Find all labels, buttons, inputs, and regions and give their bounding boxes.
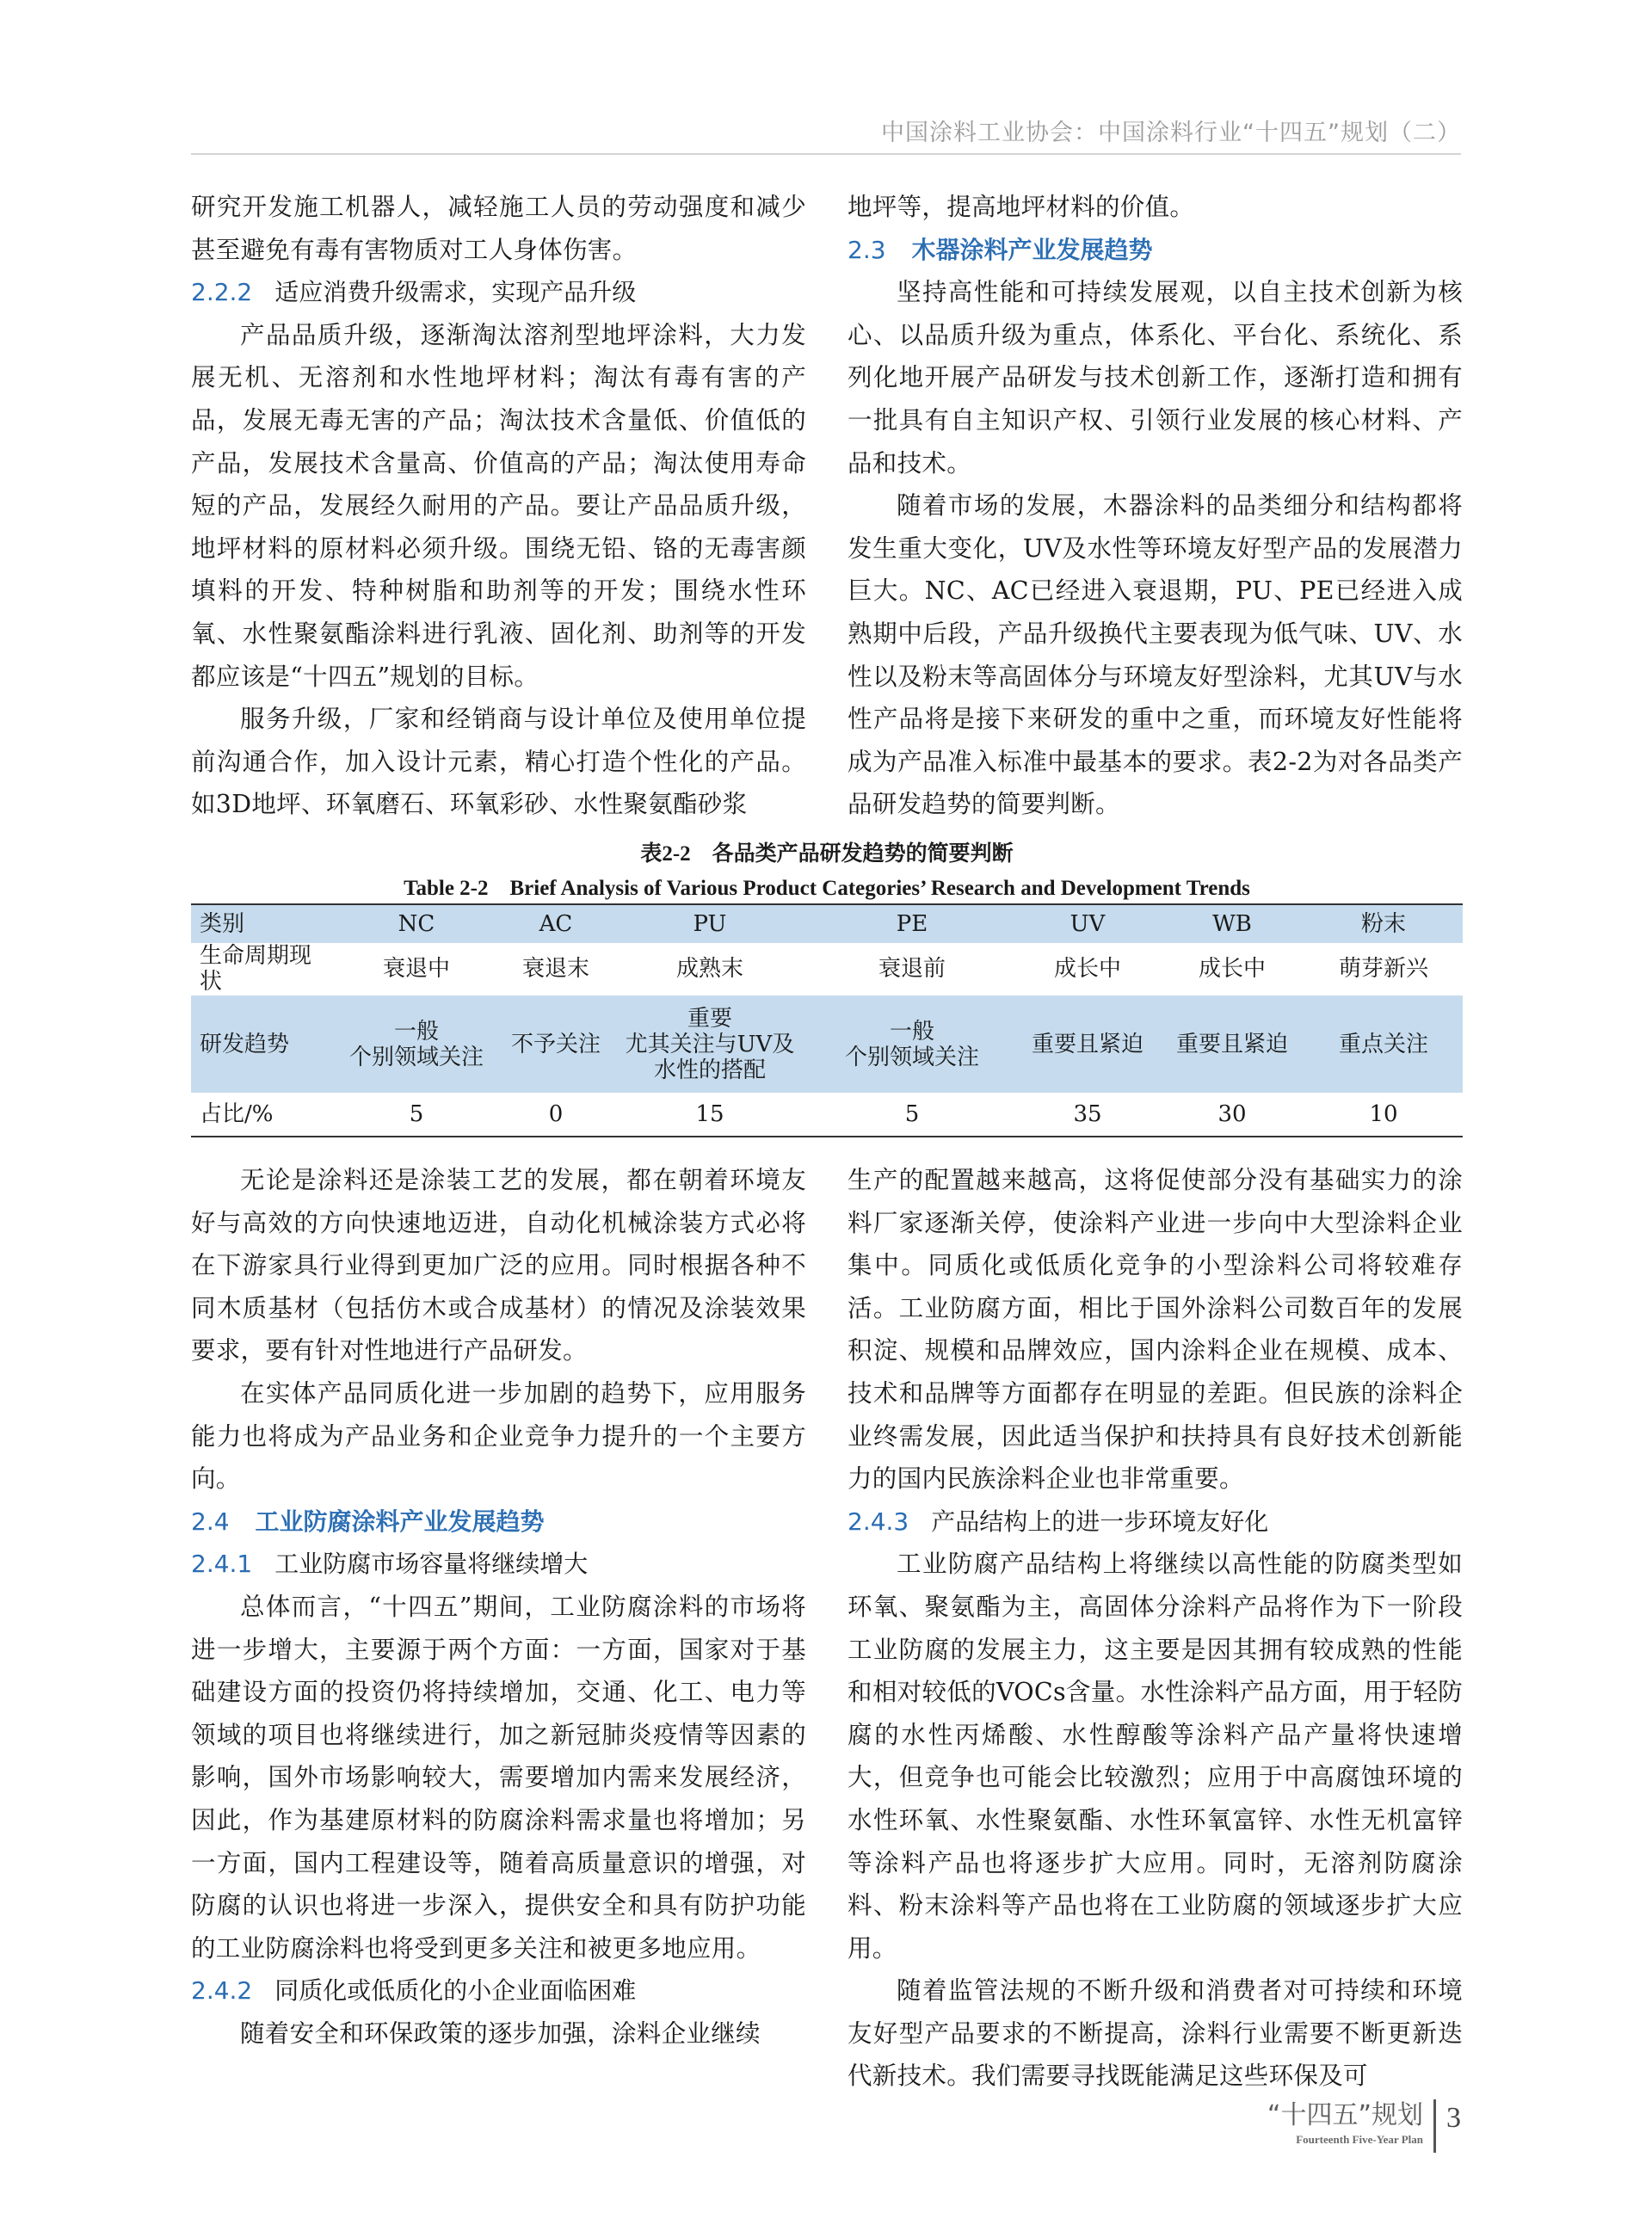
footer-title: [1267, 2099, 1423, 2148]
table-cell-line: 15: [695, 1101, 724, 1127]
table-row-lifecycle: [191, 943, 1463, 995]
table-header-cell: 类别: [191, 904, 332, 943]
table-cell-line: 30: [1217, 1101, 1247, 1127]
running-header-title: 中国涂料工业协会：中国涂料行业“十四五”规划（二）: [881, 120, 1461, 146]
table-cell-line: 10: [1369, 1101, 1398, 1127]
table-cell: [1160, 943, 1304, 995]
table-cell: [1015, 995, 1160, 1094]
table-cell-line: 不予关注: [510, 1031, 601, 1057]
body-paragraph: 产品品质升级，逐渐淘汰溶剂型地坪涂料，大力发展无机、无溶剂和水性地坪材料；淘汰有毒有害的产品，发展无毒无害的产品；淘汰技术含量低、价值低的产品，发展技术含量高、价值高的产品；淘汰使用寿命短的产品，发展经久耐用的产品。要让产品品质升级，地坪材料的原材料必须升级。围绕无铅、铬的无毒害颜填料的开发、特种树脂和助剂等的开发；围绕水性环氧、水性聚氨酯涂料进行乳液、固化剂、助剂等的开发都应该是“十四五”规划的目标。: [191, 320, 806, 691]
table-header-cell: UV: [1015, 904, 1160, 943]
section-heading: [191, 1543, 806, 1586]
body-paragraph: 随着安全和环保政策的逐步加强，涂料企业继续: [240, 2019, 761, 2048]
table-cell: [809, 1093, 1015, 1137]
table-cell: [501, 995, 611, 1094]
table-cell-line: 成长中: [1198, 956, 1266, 982]
table-header-cell: PE: [809, 904, 1015, 943]
table-cell: [611, 943, 809, 995]
table-header-cell: WB: [1160, 904, 1304, 943]
bottom-right-column: [848, 1159, 1463, 2098]
table-cell-line: 5: [904, 1101, 920, 1127]
body-paragraph: 生产的配置越来越高，这将促使部分没有基础实力的涂料厂家逐渐关停，使涂料产业进一步向中大型涂料企业集中。同质化或低质化竞争的小型涂料公司将较难存活。工业防腐方面，相比于国外涂料公司数百年的发展积淀、规模和品牌效应，国内涂料企业在规模、成本、技术和品牌等方面都存在明显的差距。但民族的涂料企业终需发展，因此适当保护和扶持具有良好技术创新能力的国内民族涂料企业也非常重要。: [848, 1166, 1463, 1494]
footer-divider: [1433, 2099, 1436, 2153]
table-cell-line: 一般: [889, 1018, 934, 1045]
product-trend-table: [191, 903, 1463, 1137]
table-cell-line: 衰退末: [521, 956, 589, 982]
table-cell: [332, 995, 501, 1094]
section-number: 2.4.2: [191, 1976, 253, 2006]
table-header-cell: AC: [501, 904, 611, 943]
section-heading: [848, 1501, 1463, 1544]
table-cell-line: 重要: [687, 1005, 732, 1032]
table-cell-line: 水性的搭配: [653, 1057, 766, 1083]
table-cell-line: 0: [548, 1101, 564, 1127]
section-title: 适应消费升级需求，实现产品升级: [274, 278, 637, 307]
section-heading: [191, 1501, 806, 1544]
section-number: 2.4.1: [191, 1550, 253, 1579]
top-left-column: [191, 186, 806, 826]
table-header-cell: 粉末: [1304, 904, 1463, 943]
table-cell-line: 5: [409, 1101, 424, 1127]
table-cell-line: 重要且紧迫: [1031, 1031, 1143, 1057]
table-row-rd-trend: [191, 995, 1463, 1094]
table-cell: [1160, 995, 1304, 1094]
table-cell-line: 衰退中: [382, 956, 450, 982]
table-cell: [1015, 943, 1160, 995]
table-header-cell: NC: [332, 904, 501, 943]
page-number: 3: [1446, 2102, 1461, 2134]
section-number: 2.2.2: [191, 278, 253, 307]
table-cell-line: 重点关注: [1338, 1031, 1428, 1057]
section-heading: [191, 1969, 806, 2012]
table-cell: [1160, 1093, 1304, 1137]
table-header-cell: PU: [611, 904, 809, 943]
section-heading: [191, 271, 806, 314]
table-row-label: 研发趋势: [191, 995, 332, 1094]
body-paragraph: 随着监管法规的不断升级和消费者对可持续和环境友好型产品要求的不断提高，涂料行业需要不断更新迭代新技术。我们需要寻找既能满足这些环保及可: [848, 1976, 1463, 2091]
table-cell-line: 尤其关注与UV及: [625, 1031, 795, 1057]
table-cell-line: 个别领域关注: [844, 1044, 979, 1070]
table-row-label: 生命周期现状: [191, 943, 332, 995]
body-paragraph: 地坪等，提高地坪材料的价值。: [848, 193, 1195, 221]
table-cell-line: 重要且紧迫: [1175, 1031, 1288, 1057]
body-paragraph: 随着市场的发展，木器涂料的品类细分和结构都将发生重大变化，UV及水性等环境友好型产品的发展潜力巨大。NC、AC已经进入衰退期，PU、PE已经进入成熟期中后段，产品升级换代主要表现为低气味、UV、水性以及粉末等高固体分与环境友好型涂料，尤其UV与水性产品将是接下来研发的重中之重，而环境友好性能将成为产品准入标准中最基本的要求。表2-2为对各品类产品研发趋势的简要判断。: [848, 491, 1463, 819]
table-cell: [1304, 995, 1463, 1094]
table-cell: [611, 1093, 809, 1137]
body-paragraph: 总体而言，“十四五”期间，工业防腐涂料的市场将进一步增大，主要源于两个方面：一方面，国家对于基础建设方面的投资仍将持续增加，交通、化工、电力等领域的项目也将继续进行，加之新冠肺炎疫情等因素的影响，国外市场影响较大，需要增加内需来发展经济，因此，作为基建原材料的防腐涂料需求量也将增加；另一方面，国内工程建设等，随着高质量意识的增强，对防腐的认识也将进一步深入，提供安全和具有防护功能的工业防腐涂料也将受到更多关注和被更多地应用。: [191, 1592, 806, 1963]
footer-title-cn: “十四五”规划: [1267, 2100, 1423, 2130]
body-paragraph: 研究开发施工机器人，减轻施工人员的劳动强度和减少甚至避免有毒有害物质对工人身体伤害。: [191, 193, 806, 264]
section-title: 木器涂料产业发展趋势: [911, 235, 1153, 264]
table-row-label: 占比/%: [200, 1101, 274, 1127]
table-cell-line: 衰退前: [878, 956, 946, 982]
section-heading: [848, 229, 1463, 272]
table-cell: [809, 943, 1015, 995]
table-cell: [809, 995, 1015, 1094]
table-cell: [501, 1093, 611, 1137]
section-title: 同质化或低质化的小企业面临困难: [274, 1976, 637, 2006]
section-title: 产品结构上的进一步环境友好化: [931, 1507, 1269, 1536]
table-cell: [611, 995, 809, 1094]
footer-title-en: Fourteenth Five-Year Plan: [1296, 2133, 1423, 2146]
table-header-row: [191, 904, 1463, 943]
table-cell: [1304, 1093, 1463, 1137]
table-cell-line: 成长中: [1053, 956, 1121, 982]
table-cell: [1015, 1093, 1160, 1137]
body-paragraph: 坚持高性能和可持续发展观，以自主技术创新为核心、以品质升级为重点，体系化、平台化、系统化、系列化地开展产品研发与技术创新工作，逐渐打造和拥有一批具有自主知识产权、引领行业发展的核心材料、产品和技术。: [848, 278, 1463, 478]
body-paragraph: 在实体产品同质化进一步加剧的趋势下，应用服务能力也将成为产品业务和企业竞争力提升的一个主要方向。: [191, 1378, 806, 1494]
section-number: 2.3: [848, 235, 886, 264]
table-cell: [332, 943, 501, 995]
table-cell-line: 个别领域关注: [348, 1044, 484, 1070]
section-number: 2.4: [191, 1507, 230, 1536]
table-cell: [501, 943, 611, 995]
table-cell-line: 35: [1073, 1101, 1102, 1127]
table-cell-line: 成熟末: [675, 956, 743, 982]
table-row-share: [191, 1093, 1463, 1137]
table-cell-line: 一般: [393, 1018, 439, 1045]
running-header: [191, 108, 1461, 155]
table-cell: [1304, 943, 1463, 995]
section-title: 工业防腐涂料产业发展趋势: [255, 1507, 545, 1536]
section-number: 2.4.3: [848, 1507, 909, 1536]
table-caption-cn: 表2-2 各品类产品研发趋势的简要判断: [640, 842, 1014, 866]
body-paragraph: 无论是涂料还是涂装工艺的发展，都在朝着环境友好与高效的方向快速地迈进，自动化机械涂装方式必将在下游家具行业得到更加广泛的应用。同时根据各种不同木质基材（包括仿木或合成基材）的情况及涂装效果要求，要有针对性地进行产品研发。: [191, 1166, 806, 1365]
table-cell: [332, 1093, 501, 1137]
top-right-column: [848, 186, 1463, 826]
section-title: 工业防腐市场容量将继续增大: [274, 1550, 589, 1579]
table-caption-en: Table 2-2 Brief Analysis of Various Product Categories’ Research and Development Trends: [404, 877, 1250, 900]
body-paragraph: 服务升级，厂家和经销商与设计单位及使用单位提前沟通合作，加入设计元素，精心打造个性化的产品。如3D地坪、环氧磨石、环氧彩砂、水性聚氨酯砂浆: [191, 705, 806, 819]
table-cell-line: 萌芽新兴: [1338, 956, 1428, 982]
page-footer: [1267, 2099, 1461, 2160]
bottom-left-column: [191, 1159, 806, 2055]
body-paragraph: 工业防腐产品结构上将继续以高性能的防腐类型如环氧、聚氨酯为主，高固体分涂料产品将作为下一阶段工业防腐的发展主力，这主要是因其拥有较成熟的性能和相对较低的VOCs含量。水性涂料产品方面，用于轻防腐的水性丙烯酸、水性醇酸等涂料产品产量将快速增大，但竞争也可能会比较激烈；应用于中高腐蚀环境的水性环氧、水性聚氨酯、水性环氧富锌、水性无机富锌等涂料产品也将逐步扩大应用。同时，无溶剂防腐涂料、粉末涂料等产品也将在工业防腐的领域逐步扩大应用。: [848, 1550, 1463, 1963]
